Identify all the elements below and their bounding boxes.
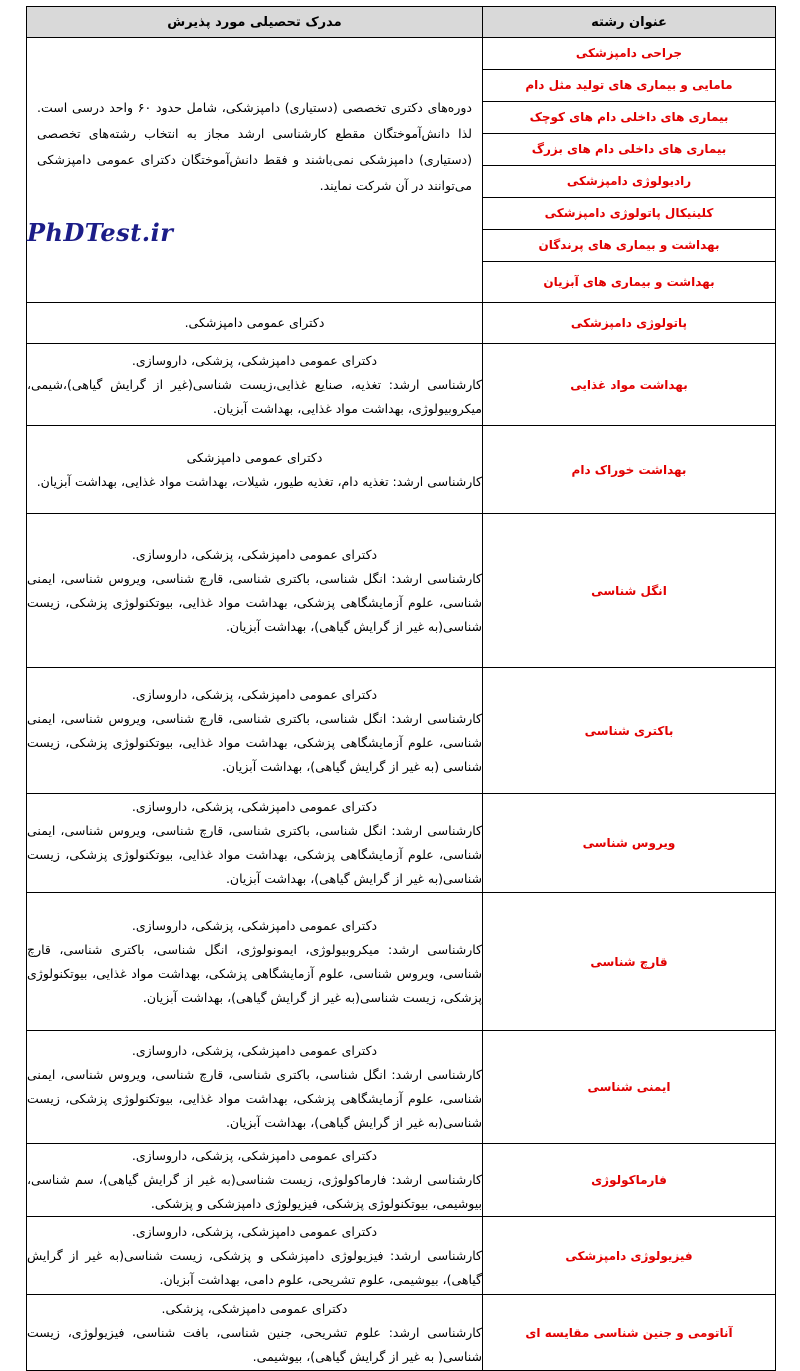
field-name: فارماکولوژی (483, 1144, 776, 1217)
field-name: ایمنی شناسی (483, 1031, 776, 1144)
field-name: پاتولوژی دامپزشکی (483, 303, 776, 344)
field-name: بهداشت و بیماری های آبزیان (543, 275, 715, 289)
degree-line: دکترای عمومی دامپزشکی، پزشکی، داروسازی. (131, 1223, 378, 1239)
field-name: مامایی و بیماری های تولید مثل دام (483, 70, 775, 102)
table-row (27, 38, 776, 303)
group-description: دوره‌های دکتری تخصصی (دستیاری) دامپزشکی، شامل حدود ۶۰ واحد درسی است. لذا دانش‌آموختگان مقطع کارشناسی ارشد مجاز به انتخاب رشته‌های تخصصی (دستیاری) دامپزشکی نمی‌باشند و فقط دانش‌آموختگان دکترای عمومی دامپزشکی می‌توانند در آن شرکت نمایند. (37, 100, 472, 193)
degree-line: دکترای عمومی دامپزشکی، پزشکی، داروسازی. (131, 352, 378, 368)
degree-cell (27, 1295, 483, 1371)
degree-line: دکترای عمومی دامپزشکی، پزشکی، داروسازی. (131, 917, 378, 933)
table-row (27, 893, 776, 1031)
field-name: رادیولوژی دامپزشکی (483, 166, 775, 198)
field-title-header: عنوان رشته (483, 7, 776, 38)
field-name: جراحی دامپزشکی (483, 38, 775, 70)
degree-line: دکترای عمومی دامپزشکی، پزشکی، داروسازی. (131, 1043, 378, 1058)
table-row (27, 1031, 776, 1144)
table-row (27, 344, 776, 426)
degree-group-cell (27, 38, 483, 303)
table-row (27, 794, 776, 893)
degree-line: کارشناسی ارشد: فیزیولوژی دامپزشکی و پزشکی، زیست شناسی(به غیر از گرایش گیاهی)، بیوشیمی، علوم تشریحی، علوم دامی، بهداشت آبزیان. (27, 1247, 482, 1287)
degree-line: کارشناسی ارشد: انگل شناسی، باکتری شناسی، قارچ شناسی، ویروس شناسی، ایمنی شناسی، علوم آزمایشگاهی پزشکی، بهداشت مواد غذایی، بیوتکنولوژی پزشکی، زیست شناسی(به غیر از گرایش گیاهی)، بهداشت آبزیان. (27, 1067, 482, 1130)
field-name: بهداشت و بیماری های پرندگان (483, 230, 775, 262)
field-name: بهداشت مواد غذایی (483, 344, 776, 426)
degree-title-header: مدرک تحصیلی مورد پذیرش (27, 7, 483, 38)
degree-cell (27, 1031, 483, 1144)
degree-line: کارشناسی ارشد: انگل شناسی، باکتری شناسی، قارچ شناسی، ویروس شناسی، ایمنی شناسی، علوم آزمایشگاهی پزشکی، بهداشت مواد غذایی، بیوتکنولوژی پزشکی، زیست شناسی (به غیر از گرایش گیاهی)، بهداشت آبزیان. (27, 710, 482, 774)
field-name: باکتری شناسی (483, 668, 776, 794)
table-row (27, 514, 776, 668)
table-row (27, 1217, 776, 1295)
field-name: کلینیکال پاتولوژی دامپزشکی (483, 198, 775, 230)
degree-cell (27, 426, 483, 514)
degree-line: کارشناسی ارشد: انگل شناسی، باکتری شناسی، قارچ شناسی، ویروس شناسی، ایمنی شناسی، علوم آزمایشگاهی پزشکی، بهداشت مواد غذایی، بیوتکنولوژی پزشکی، زیست شناسی(به غیر از گرایش گیاهی)، بهداشت آبزیان. (27, 570, 482, 634)
field-name: فیزیولوژی دامپزشکی (483, 1217, 776, 1295)
site-watermark-logo: PhDTest.ir (27, 218, 174, 247)
degree-line: کارشناسی ارشد: فارماکولوژی، زیست شناسی(به غیر از گرایش گیاهی)، سم شناسی، بیوشیمی، بیوتکنولوژی پزشکی، فیزیولوژی دامپزشکی و پزشکی. (27, 1172, 482, 1211)
field-name: انگل شناسی (483, 514, 776, 668)
table-row (27, 668, 776, 794)
degree-cell (27, 794, 483, 893)
degree-line: کارشناسی ارشد: تغذیه، صنایع غذایی،زیست شناسی(غیر از گرایش گیاهی)،شیمی، میکروبیولوژی، بهداشت مواد غذایی، بهداشت آبزیان. (27, 376, 482, 416)
field-name: بهداشت خوراک دام (483, 426, 776, 514)
degree-line: کارشناسی ارشد: علوم تشریحی، جنین شناسی، بافت شناسی، فیزیولوژی، زیست شناسی( به غیر از گرایش گیاهی)، بیوشیمی. (27, 1324, 482, 1364)
degree-cell (27, 893, 483, 1031)
admission-table (26, 6, 776, 1371)
degree-line: دکترای عمومی دامپزشکی، پزشکی، داروسازی. (131, 546, 378, 562)
degree-cell (27, 1144, 483, 1217)
degree-line: کارشناسی ارشد: میکروبیولوژی، ایمونولوژی، انگل شناسی، باکتری شناسی، قارچ شناسی، ویروس شناسی، علوم آزمایشگاهی پزشکی، بهداشت مواد غذایی، بیوتکنولوژی پزشکی، زیست شناسی(به غیر از گرایش گیاهی)، بهداشت آبزیان. (27, 941, 482, 1005)
degree-cell (27, 668, 483, 794)
table-row (27, 303, 776, 344)
field-name: قارچ شناسی (483, 893, 776, 1031)
field-name: بیماری های داخلی دام های بزرگ (483, 134, 775, 166)
table-header-row (27, 7, 776, 38)
field-name: بیماری های داخلی دام های کوچک (483, 102, 775, 134)
degree-cell (27, 344, 483, 426)
field-name: آناتومی و جنین شناسی مقایسه ای (483, 1295, 776, 1371)
degree-line: دکترای عمومی دامپزشکی. (184, 315, 325, 330)
degree-line: کارشناسی ارشد: تغذیه دام، تغذیه طیور، شیلات، بهداشت مواد غذایی، بهداشت آبزیان. (36, 473, 482, 489)
degree-cell (27, 514, 483, 668)
degree-line: دکترای عمومی دامپزشکی (186, 449, 323, 465)
table-row (27, 1295, 776, 1371)
field-group-cell (483, 38, 776, 303)
degree-line: دکترای عمومی دامپزشکی، پزشکی، داروسازی. (131, 1148, 378, 1163)
table-row (27, 1144, 776, 1217)
degree-cell (27, 303, 483, 344)
field-name: ویروس شناسی (483, 794, 776, 893)
degree-line: کارشناسی ارشد: انگل شناسی، باکتری شناسی، قارچ شناسی، ویروس شناسی، ایمنی شناسی، علوم آزمایشگاهی پزشکی، بهداشت مواد غذایی، بیوتکنولوژی پزشکی، زیست شناسی(به غیر از گرایش گیاهی)، بهداشت آبزیان. (27, 823, 482, 886)
table-row (27, 426, 776, 514)
degree-line: دکترای عمومی دامپزشکی، پزشکی، داروسازی. (131, 686, 378, 702)
degree-line: دکترای عمومی دامپزشکی، پزشکی. (161, 1300, 348, 1316)
degree-line: دکترای عمومی دامپزشکی، پزشکی، داروسازی. (131, 799, 378, 814)
degree-cell (27, 1217, 483, 1295)
